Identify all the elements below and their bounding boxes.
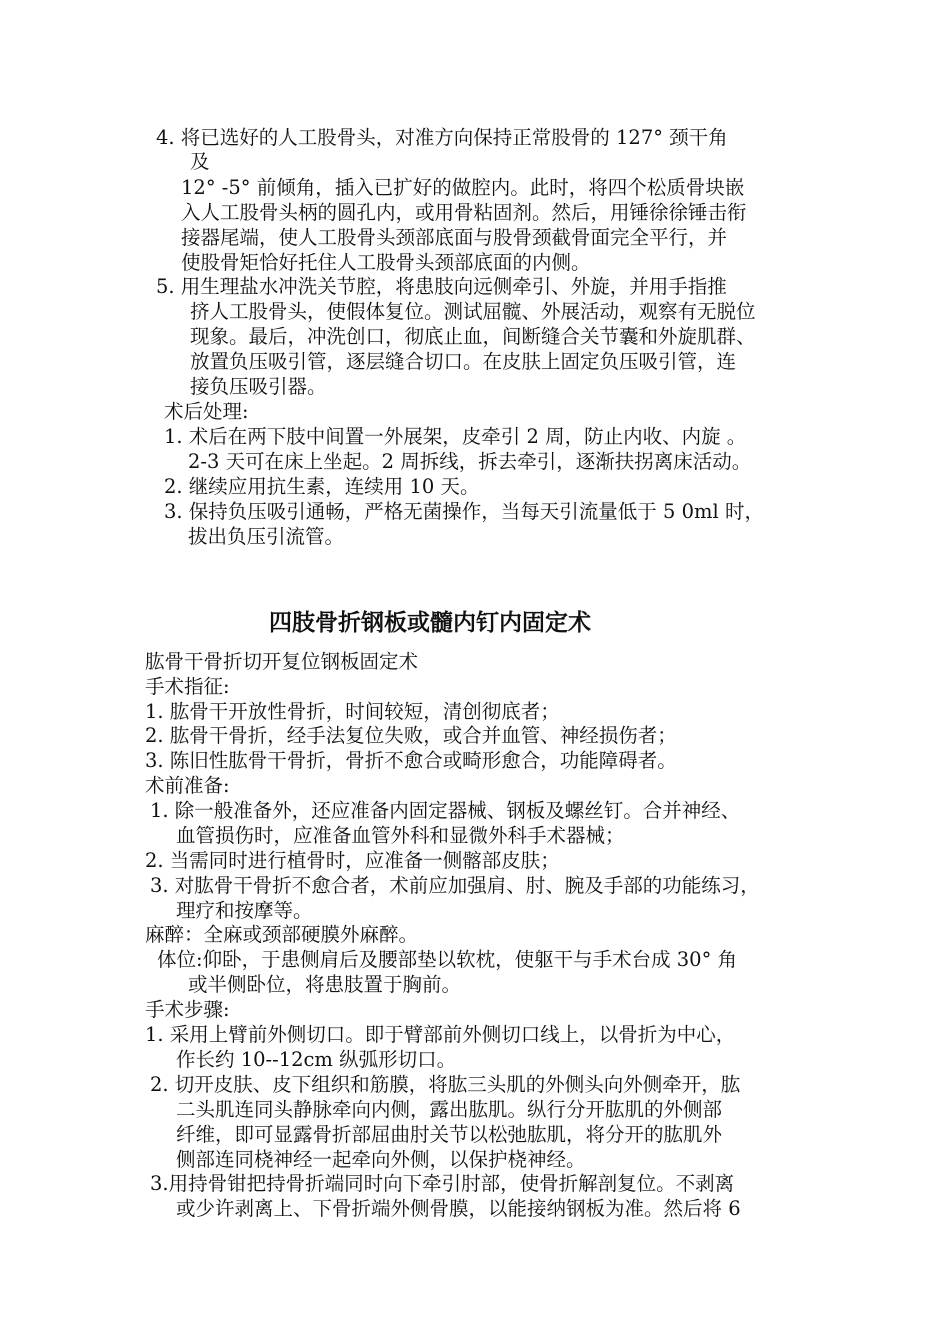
text-line: 2. 继续应用抗生素，连续用 10 天。 (164, 475, 480, 498)
text-line: 1. 肱骨干开放性骨折，时间较短，清创彻底者； (145, 700, 560, 723)
text-line: 12° -5° 前倾角，插入已扩好的做腔内。此时，将四个松质骨块嵌 (181, 176, 745, 199)
text-line: 侧部连同桡神经一起牵向外侧，以保护桡神经。 (176, 1148, 586, 1171)
text-line: 接器尾端，使人工股骨头颈部底面与股骨颈截骨面完全平行，并 (181, 226, 728, 249)
text-line: 4. 将已选好的人工股骨头，对准方向保持正常股骨的 127° 颈干角 (156, 126, 728, 149)
text-line: 理疗和按摩等。 (176, 899, 313, 922)
text-line: 术前准备: (145, 774, 230, 797)
text-line: 2-3 天可在床上坐起。2 周拆线，拆去牵引，逐渐扶拐离床活动。 (188, 450, 752, 473)
text-line: 纤维，即可显露骨折部屈曲肘关节以松弛肱肌，将分开的肱肌外 (176, 1123, 723, 1146)
text-line: 二头肌连同头静脉牵向内侧，露出肱肌。纵行分开肱肌的外侧部 (176, 1098, 723, 1121)
text-line: 2. 切开皮肤、皮下组织和筋膜，将肱三头肌的外侧头向外侧牵开，肱 (150, 1073, 741, 1096)
section-title: 四肢骨折钢板或髓内钉内固定术 (269, 610, 591, 636)
text-line: 术后处理: (164, 400, 249, 423)
text-line: 2. 当需同时进行植骨时，应准备一侧髂部皮肤； (145, 849, 560, 872)
text-line: 1. 术后在两下肢中间置一外展架，皮牵引 2 周，防止内收、内旋 。 (164, 425, 747, 448)
text-line: 1. 采用上臂前外侧切口。即于臂部前外侧切口线上，以骨折为中心， (145, 1023, 736, 1046)
text-line: 挤人工股骨头，使假体复位。测试屈髋、外展活动，观察有无脱位 (190, 300, 756, 323)
text-line: 3.用持骨钳把持骨折端同时向下牵引肘部，使骨折解剖复位。不剥离 (150, 1172, 735, 1195)
text-line: 作长约 10--12cm 纵弧形切口。 (176, 1048, 457, 1071)
text-line: 手术步骤: (145, 998, 230, 1021)
text-line: 1. 除一般准备外，还应准备内固定器械、钢板及螺丝钉。合并神经、 (150, 799, 741, 822)
text-line: 使股骨矩恰好托住人工股骨头颈部底面的内侧。 (181, 251, 591, 274)
text-line: 入人工股骨头柄的圆孔内，或用骨粘固剂。然后，用锤徐徐锤击衔 (181, 201, 747, 224)
text-line: 麻醉：全麻或颈部硬膜外麻醉。 (145, 923, 419, 946)
text-line: 接负压吸引器。 (190, 375, 327, 398)
text-line: 3. 保持负压吸引通畅，严格无菌操作，当每天引流量低于 5 0ml 时， (164, 500, 764, 523)
text-line: 2. 肱骨干骨折，经手法复位失败，或合并血管、神经损伤者； (145, 724, 677, 747)
text-line: 血管损伤时，应准备血管外科和显微外科手术器械； (176, 824, 625, 847)
text-line: 及 (190, 150, 210, 173)
text-line: 或少许剥离上、下骨折端外侧骨膜，以能接纳钢板为准。然后将 6 (176, 1197, 741, 1220)
text-line: 或半侧卧位，将患肢置于胸前。 (188, 973, 462, 996)
text-line: 体位:仰卧，于患侧肩后及腰部垫以软枕，使躯干与手术台成 30° 角 (157, 948, 738, 971)
text-line: 5. 用生理盐水冲洗关节腔，将患肢向远侧牵引、外旋，并用手指推 (156, 275, 727, 298)
text-line: 3. 对肱骨干骨折不愈合者，术前应加强肩、肘、腕及手部的功能练习， (150, 874, 760, 897)
text-line: 手术指征: (145, 675, 230, 698)
text-line: 3. 陈旧性肱骨干骨折，骨折不愈合或畸形愈合，功能障碍者。 (145, 749, 677, 772)
text-line: 现象。最后，冲洗创口，彻底止血，间断缝合关节囊和外旋肌群、 (190, 325, 756, 348)
text-line: 肱骨干骨折切开复位钢板固定术 (145, 650, 419, 673)
text-line: 拔出负压引流管。 (188, 525, 345, 548)
text-line: 放置负压吸引管，逐层缝合切口。在皮肤上固定负压吸引管，连 (190, 350, 737, 373)
